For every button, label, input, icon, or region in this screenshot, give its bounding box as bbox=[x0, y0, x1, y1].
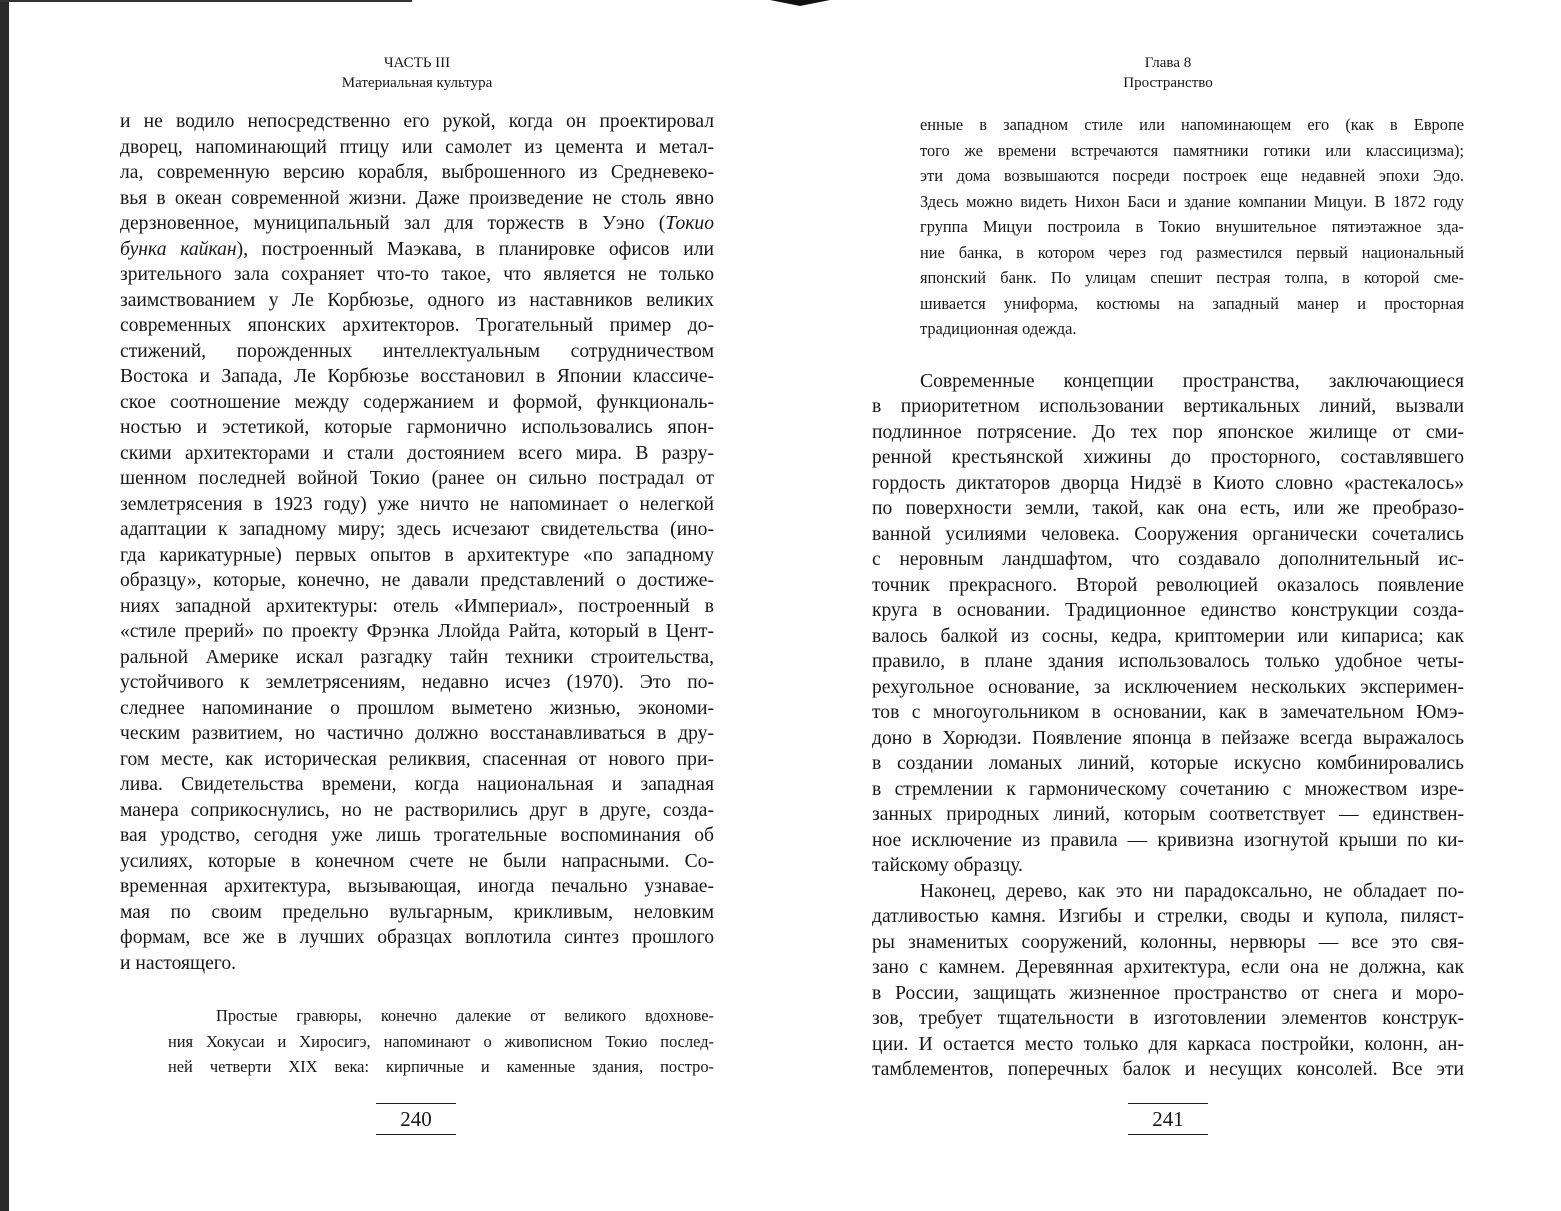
text-line: точник прекрасного. Второй революцией оказалось появление bbox=[872, 574, 1464, 596]
text-line: ское соотношение между содержанием и формой, функциональ- bbox=[120, 391, 714, 413]
text-line: заимствованием у Ле Корбюзье, одного из наставников великих bbox=[120, 289, 714, 311]
text-line: временная архитектура, вызывающая, иногда печально узнавае- bbox=[120, 876, 714, 897]
text-line: ры знаменитых сооружений, колонны, нервюры — все это свя- bbox=[872, 931, 1464, 953]
text-line: по поверхности земли, такой, как она есть, или же преобразо- bbox=[872, 498, 1464, 519]
text-line: и не водило непосредственно его рукой, когда он проектировал bbox=[120, 111, 714, 132]
text-line: лива. Свидетельства времени, когда национальная и западная bbox=[120, 774, 714, 795]
text-line: ческим развитием, но частично должно восстанавливаться в дру- bbox=[120, 723, 714, 744]
text-line: датливостью камня. Изгибы и стрелки, своды и купола, пиляст- bbox=[872, 906, 1464, 927]
text-line: «стиле прерий» по проекту Фрэнка Ллойда Райта, который в Цент- bbox=[120, 621, 714, 642]
text-line: образцу», которые, конечно, не давали представлений о достиже- bbox=[120, 570, 714, 591]
text-line: стижений, порожденных интеллектуальным сотрудничеством bbox=[120, 340, 714, 362]
text-line: тов с многоугольником в основании, как в замечательном Юмэ- bbox=[872, 702, 1464, 723]
text-line: адаптации к западному миру; здесь исчезают свидетельства (ино- bbox=[120, 519, 714, 540]
text-line: ции. И остается место только для каркаса постройки, колонн, ан- bbox=[872, 1033, 1464, 1055]
text-line: устойчивого к землетрясениям, недавно исчез (1970). Это по- bbox=[120, 672, 714, 693]
page-number-left: 240 bbox=[376, 1103, 456, 1135]
text-line: в приоритетном использовании вертикальных линий, вызвали bbox=[872, 396, 1464, 417]
text-line: ное исключение из правила — кривизна изогнутой крыши по ки- bbox=[872, 829, 1464, 851]
part-title: Материальная культура bbox=[341, 75, 493, 91]
text-line: в России, защищать жизненное пространство от снега и моро- bbox=[872, 982, 1464, 1004]
text-line: шенном последней войной Токио (ранее он сильно пострадал от bbox=[120, 468, 714, 489]
text-line: гордость диктаторов дворца Нидзё в Киото словно «растекалось» bbox=[872, 472, 1464, 494]
book-spine-shadow bbox=[0, 0, 9, 1211]
text-line: тамблементов, поперечных балок и несущих консолей. Все эти bbox=[872, 1059, 1464, 1080]
text-line: дворец, напоминающий птицу или самолет из цемента и метал- bbox=[120, 136, 714, 158]
text-line: зрительного зала сохраняет что-то такое, что является не только bbox=[120, 264, 714, 285]
text-line: дерзновенное, муниципальный зал для торжеств в Уэно (Токио bbox=[120, 213, 714, 234]
text-line: эти дома возвышаются посреди построек еще недавней эпохи Эдо. bbox=[920, 166, 1464, 185]
binding-mark bbox=[770, 0, 830, 6]
text-line: гом месте, как историческая реликвия, спасенная от нового при- bbox=[120, 748, 714, 770]
text-line: следнее напоминание о прошлом выметено жизнью, экономи- bbox=[120, 697, 714, 719]
text-line: Востока и Запада, Ле Корбюзье восстановил в Японии классиче- bbox=[120, 366, 714, 387]
text-line: манера соприкоснулись, но не растворились друг в друге, созда- bbox=[120, 799, 714, 821]
text-line: занных природных линий, которым соответствует — единствен- bbox=[872, 804, 1464, 825]
text-line: правило, в плане здания использовалось только удобное четы- bbox=[872, 651, 1464, 672]
italic-title: бунка кайкан bbox=[120, 238, 237, 260]
text-line: ней четверти XIX века: кирпичные и каменные здания, постро- bbox=[168, 1057, 714, 1076]
text-line: формам, все же в лучших образцах воплотила синтез прошлого bbox=[120, 927, 714, 948]
text-line: ниях западной архитектуры: отель «Империал», построенный в bbox=[120, 595, 714, 617]
illustration-caption bbox=[168, 1003, 714, 1080]
text-line: енные в западном стиле или напоминающем его (как в Европе bbox=[920, 115, 1464, 134]
text-line: зано с камнем. Деревянная архитектура, если она не должна, как bbox=[872, 957, 1464, 978]
text-line: ральной Америке искал разгадку тайн техники строительства, bbox=[120, 646, 714, 668]
text-line: ния Хокусаи и Хиросигэ, напоминают о живописном Токио послед- bbox=[168, 1031, 714, 1051]
text-line: вья в океан современной жизни. Даже произведение не столь явно bbox=[120, 187, 714, 209]
text-line: группа Мицуи построила в Токио внушительное пятиэтажное зда- bbox=[920, 217, 1464, 236]
text-line: и настоящего. bbox=[120, 952, 237, 974]
chapter-title: Пространство bbox=[1123, 75, 1213, 91]
italic-title: Токио bbox=[665, 213, 714, 234]
text-line: ренной крестьянской хижины до просторного, составлявшего bbox=[872, 447, 1464, 468]
body-text bbox=[120, 109, 714, 976]
text-line: в стремлении к гармоническому сочетанию с множеством изре- bbox=[872, 778, 1464, 800]
text-line: с неровным ландшафтом, что создавало дополнительный ис- bbox=[872, 549, 1464, 570]
text-line: вая уродство, сегодня уже лишь трогательные воспоминания об bbox=[120, 825, 714, 846]
text-line: доно в Хорюдзи. Появление японца в пейзаже всегда выражалось bbox=[872, 727, 1464, 749]
text-line: рехугольное основание, за исключением нескольких эксперимен- bbox=[872, 676, 1464, 698]
body-paragraph-2 bbox=[872, 879, 1464, 1083]
page-number-right: 241 bbox=[1128, 1103, 1208, 1135]
text-line: зов, требует тщательности в изготовлении элементов конструк- bbox=[872, 1008, 1464, 1029]
text-line: современных японских архитекторов. Трогательный пример до- bbox=[120, 315, 714, 336]
illustration-caption-continued bbox=[920, 112, 1464, 342]
running-head-left bbox=[120, 53, 714, 93]
text-line: валось балкой из сосны, кедра, криптомерии или кипариса; как bbox=[872, 625, 1464, 647]
body-paragraph-1 bbox=[872, 369, 1464, 879]
text-line: Наконец, дерево, как это ни парадоксально, не обладает по- bbox=[920, 880, 1464, 902]
text-line: шивается униформа, костюмы на западный манер и просторная bbox=[920, 293, 1464, 313]
right-page bbox=[872, 0, 1464, 1083]
text-line: Простые гравюры, конечно далекие от великого вдохнове- bbox=[216, 1006, 714, 1025]
text-line: ла, современную версию корабля, выброшенного из Средневеко- bbox=[120, 162, 714, 183]
text-line: мая по своим предельно вульгарным, крикливым, неловким bbox=[120, 901, 714, 923]
text-line: бунка кайкан), построенный Маэкава, в планировке офисов или bbox=[120, 238, 715, 260]
text-line: тайскому образцу. bbox=[872, 855, 1023, 876]
text-line: ностью и эстетикой, которые гармонично использовались япон- bbox=[120, 417, 714, 438]
text-line: Современные концепции пространства, заключающиеся bbox=[920, 370, 1464, 392]
text-line: в создании ломаных линий, которые искусно комбинировались bbox=[872, 753, 1464, 774]
text-line: того же времени встречаются памятники готики или классицизма); bbox=[920, 140, 1464, 160]
text-line: Здесь можно видеть Нихон Баси и здание компании Мицуи. В 1872 году bbox=[920, 191, 1464, 211]
text-line: подлинное потрясение. До тех пор японское жилище от сми- bbox=[872, 421, 1464, 443]
text-line: традиционная одежда. bbox=[920, 319, 1077, 338]
chapter-label: Глава 8 bbox=[1144, 55, 1192, 71]
text-line: круга в основании. Традиционное единство конструкции созда- bbox=[872, 600, 1464, 621]
text-line: скими архитекторами и стали достоянием всего мира. В разру- bbox=[120, 442, 714, 464]
left-page bbox=[120, 0, 714, 1080]
text-line: усилиях, которые в конечном счете не были напрасными. Со- bbox=[120, 850, 714, 872]
text-line: гда карикатурные) первых опытов в архитектуре «по западному bbox=[120, 544, 714, 566]
text-line: ванной усилиями человека. Сооружения органически сочетались bbox=[872, 523, 1464, 545]
text-line: ние банка, в котором через год разместился первый национальный bbox=[920, 242, 1464, 262]
text-line: японский банк. По улицам спешит пестрая толпа, в которой сме- bbox=[920, 268, 1464, 287]
text-line: землетрясения в 1923 году) уже ничто не напоминает о нелегкой bbox=[120, 493, 714, 515]
running-head-right bbox=[872, 53, 1464, 93]
part-label: ЧАСТЬ III bbox=[383, 55, 451, 71]
